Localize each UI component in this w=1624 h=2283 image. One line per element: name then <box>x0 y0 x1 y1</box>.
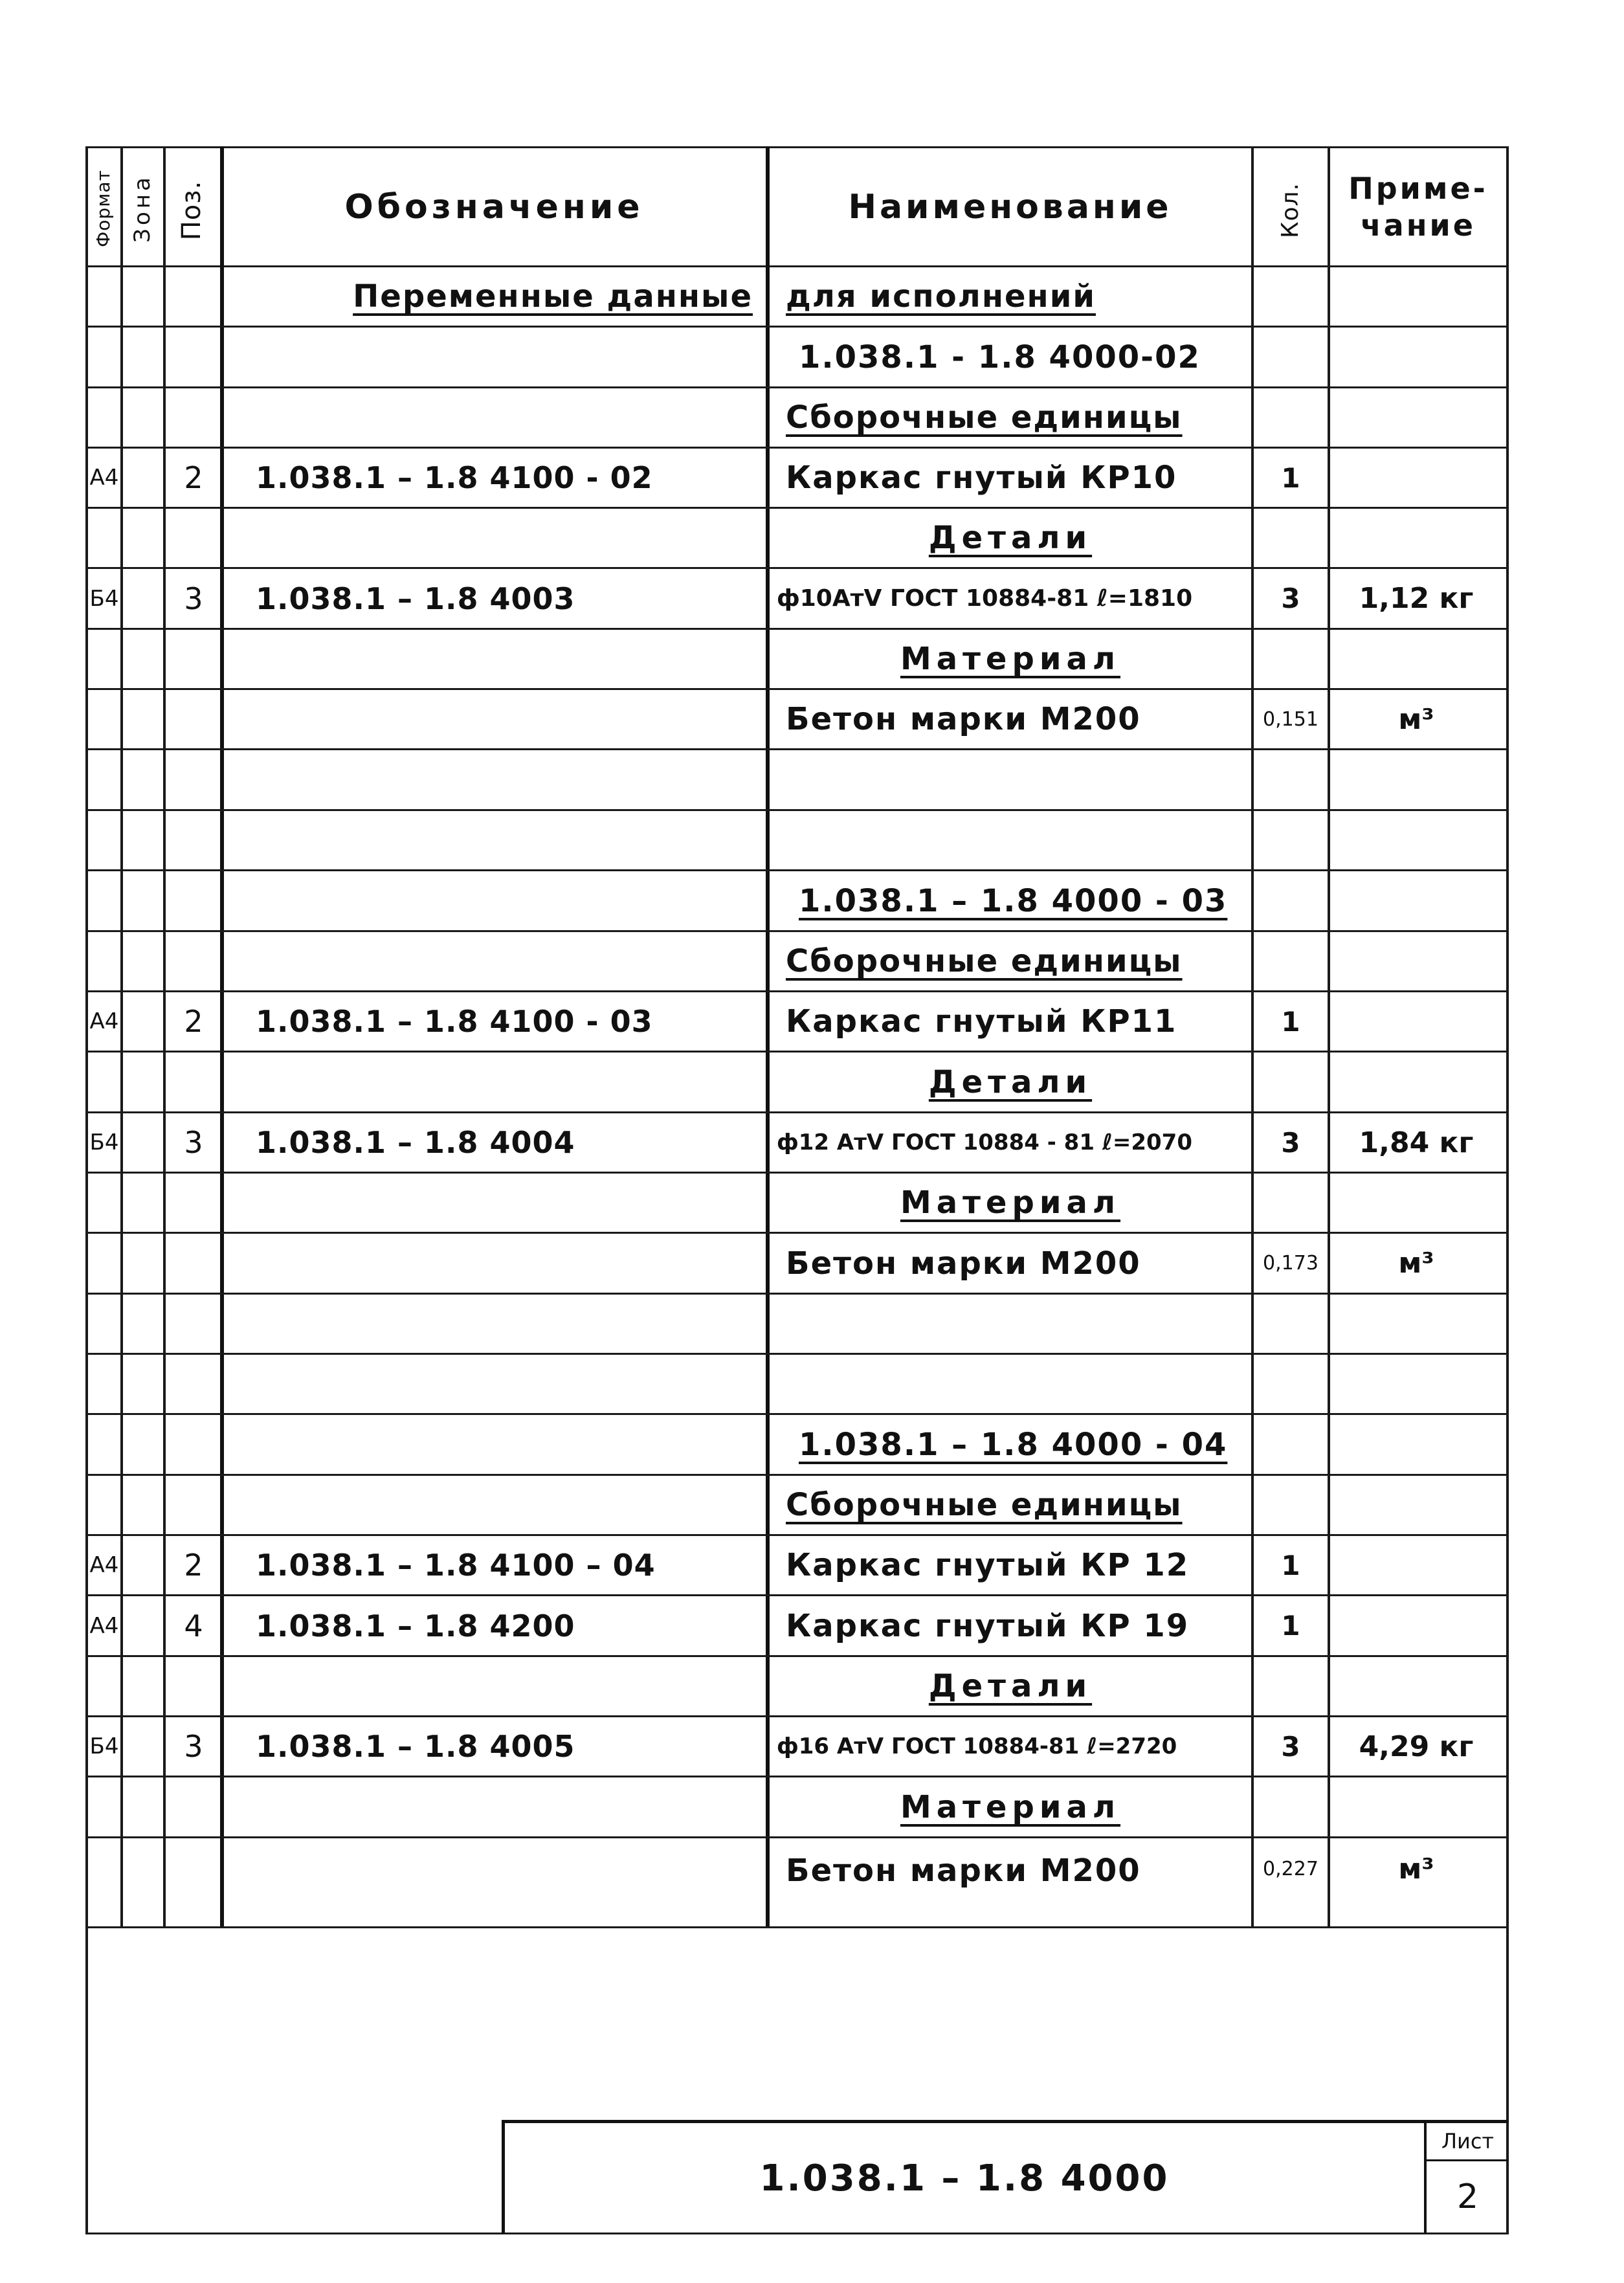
row-line <box>88 748 1509 750</box>
row-24-format: Б4 <box>89 1733 119 1759</box>
frame-top-line <box>88 146 1509 148</box>
row-22-qty: 1 <box>1281 1610 1300 1642</box>
row-11-name <box>768 932 1271 990</box>
version-code-02: 1.038.1 - 1.8 4000-02 <box>799 339 1201 375</box>
row-line <box>88 809 1509 811</box>
row-0-designation <box>223 267 766 326</box>
row-12-qty: 1 <box>1281 1005 1300 1038</box>
row-5-qty: 3 <box>1281 583 1300 614</box>
section-details: Детали <box>928 1064 1093 1100</box>
row-5-name: ф10АтⅤ ГОСТ 10884-81 ℓ=1810 <box>777 585 1193 612</box>
header-note <box>1330 150 1506 264</box>
sheet-label: Лист <box>1427 2123 1509 2161</box>
row-20-name <box>768 1476 1271 1534</box>
row-24-designation: 1.038.1 – 1.8 4005 <box>256 1729 575 1764</box>
row-26-qty: 0,227 <box>1263 1858 1318 1880</box>
row-16-note: м³ <box>1398 1247 1434 1280</box>
row-3-name: Каркас гнутый КР10 <box>786 460 1177 496</box>
row-21-qty: 1 <box>1281 1549 1300 1581</box>
row-line <box>88 1353 1509 1355</box>
row-26-note: м³ <box>1398 1853 1434 1886</box>
row-21-format: А4 <box>89 1552 119 1578</box>
section-details: Детали <box>928 1668 1093 1704</box>
row-16-name: Бетон марки М200 <box>786 1245 1141 1282</box>
row-12-pos: 2 <box>184 1004 203 1039</box>
row-22-pos: 4 <box>184 1608 203 1643</box>
header-note-line1: Приме- <box>1348 170 1488 206</box>
row-21-pos: 2 <box>184 1548 203 1583</box>
row-21-designation: 1.038.1 – 1.8 4100 – 04 <box>256 1548 656 1583</box>
header-pos: Поз. <box>177 180 206 241</box>
title-block <box>502 2120 1509 2234</box>
col-sep-format <box>120 146 123 1928</box>
row-3-pos: 2 <box>184 460 203 495</box>
row-24-qty: 3 <box>1281 1730 1300 1763</box>
row-22-format: А4 <box>89 1612 119 1639</box>
version-code-04: 1.038.1 – 1.8 4000 - 04 <box>799 1426 1228 1463</box>
row-7-note: м³ <box>1398 702 1434 736</box>
for-versions-label: для исполнений <box>786 278 1096 315</box>
section-details: Детали <box>928 520 1093 556</box>
header-format: Формат <box>92 170 114 247</box>
row-22-designation: 1.038.1 – 1.8 4200 <box>256 1608 575 1643</box>
section-assembly-units: Сборочные единицы <box>786 399 1183 436</box>
section-material: Материал <box>900 641 1121 677</box>
section-material: Материал <box>900 1788 1121 1825</box>
row-6-name <box>768 630 1253 688</box>
row-14-pos: 3 <box>184 1125 203 1160</box>
header-qty: Кол. <box>1276 182 1304 239</box>
row-14-qty: 3 <box>1281 1126 1300 1159</box>
header-note-line2: чание <box>1361 208 1476 243</box>
row-3-qty: 1 <box>1281 462 1300 494</box>
sheet-cell <box>1424 2123 1509 2234</box>
version-code-03: 1.038.1 – 1.8 4000 - 03 <box>799 882 1228 919</box>
row-10-name <box>768 871 1271 930</box>
row-23-name <box>768 1657 1253 1715</box>
row-3-format: А4 <box>89 465 119 491</box>
row-14-format: Б4 <box>89 1130 119 1155</box>
row-12-designation: 1.038.1 – 1.8 4100 - 03 <box>256 1004 653 1039</box>
row-0-name <box>768 267 1271 326</box>
row-14-note: 1,84 кг <box>1359 1126 1474 1159</box>
row-24-name: ф16 АтⅤ ГОСТ 10884-81 ℓ=2720 <box>777 1733 1177 1759</box>
row-24-note: 4,29 кг <box>1359 1730 1474 1763</box>
row-24-pos: 3 <box>184 1729 203 1764</box>
row-22-name: Каркас гнутый КР 19 <box>786 1607 1190 1644</box>
row-1-name <box>768 328 1271 386</box>
row-4-name <box>768 509 1253 567</box>
header-designation: Обозначение <box>344 188 644 227</box>
row-7-qty: 0,151 <box>1263 707 1318 731</box>
row-3-designation: 1.038.1 – 1.8 4100 - 02 <box>256 460 653 495</box>
row-line <box>88 1293 1509 1295</box>
frame-right-line <box>1506 146 1509 2234</box>
row-12-format: А4 <box>89 1008 119 1034</box>
row-14-name: ф12 АтⅤ ГОСТ 10884 - 81 ℓ=2070 <box>777 1130 1192 1155</box>
sheet-number: 2 <box>1456 2177 1479 2216</box>
header-name: Наименование <box>848 188 1172 227</box>
row-7-name: Бетон марки М200 <box>786 701 1141 737</box>
row-5-note: 1,12 кг <box>1359 582 1474 615</box>
row-16-qty: 0,173 <box>1263 1252 1318 1275</box>
row-14-designation: 1.038.1 – 1.8 4004 <box>256 1125 575 1160</box>
row-13-name <box>768 1052 1253 1111</box>
row-25-name <box>768 1777 1253 1836</box>
row-5-format: Б4 <box>89 585 119 612</box>
document-code: 1.038.1 – 1.8 4000 <box>759 2157 1170 2199</box>
section-assembly-units: Сборочные единицы <box>786 943 1183 979</box>
header-zone: Зона <box>129 174 155 243</box>
row-26-name: Бетон марки М200 <box>786 1853 1141 1889</box>
row-19-name <box>768 1415 1271 1474</box>
row-5-pos: 3 <box>184 581 203 616</box>
row-15-name <box>768 1174 1253 1232</box>
section-material: Материал <box>900 1185 1121 1221</box>
section-assembly-units: Сборочные единицы <box>786 1487 1183 1523</box>
row-5-designation: 1.038.1 – 1.8 4003 <box>256 581 575 616</box>
row-21-name: Каркас гнутый КР 12 <box>786 1547 1190 1583</box>
row-12-name: Каркас гнутый КР11 <box>786 1003 1177 1040</box>
variable-data-label: Переменные данные <box>353 278 753 315</box>
row-2-name <box>768 388 1271 447</box>
